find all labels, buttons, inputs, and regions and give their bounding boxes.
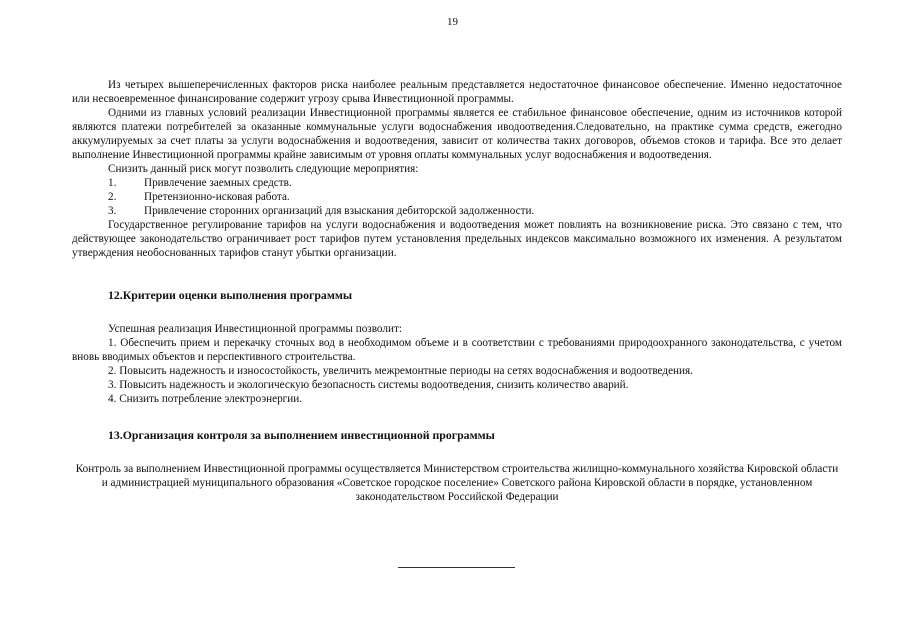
- page-number: 19: [447, 16, 458, 28]
- list-item: [72, 190, 842, 204]
- list-item: [72, 204, 842, 218]
- list-item: [72, 176, 842, 190]
- section-12-title: 12.Критерии оценки выполнения программы: [108, 288, 353, 302]
- list-item-text: Привлечение сторонних организаций для взыскания дебиторской задолженности.: [144, 205, 535, 217]
- list-item-number: 1.: [108, 177, 117, 189]
- risk-paragraph-4: Государственное регулирование тарифов на услуги водоснабжения и водоотведения может повлиять на возникновение риска. Это связано с тем, что действующее законодательство ограничивает рост тарифов путем установления предельных индексов максимально возможного их изменения. А результатом утверждения необоснованных тарифов станут убытки организации.: [72, 219, 842, 259]
- list-item-text: Привлечение заемных средств.: [144, 177, 292, 189]
- risk-paragraph-3: Снизить данный риск могут позволить следующие мероприятия:: [108, 163, 419, 175]
- section-12-item-4: 4. Снизить потребление электроэнергии.: [108, 393, 303, 405]
- section-12-item-1: 1. Обеспечить прием и перекачку сточных вод в необходимом объеме и в соответствии с требованиями природоохранного законодательства, с учетом вновь вводимых объектов и перспективного строительства.: [72, 337, 842, 363]
- list-item-text: Претензионно-исковая работа.: [144, 191, 290, 203]
- section-12-intro: Успешная реализация Инвестиционной программы позволит:: [108, 323, 402, 335]
- list-item-number: 3.: [108, 205, 117, 217]
- section-12-item-2: 2. Повысить надежность и износостойкость, увеличить межремонтные периоды на сетях водоснабжения и водоотведения.: [108, 365, 693, 377]
- measures-list: [72, 176, 842, 218]
- section-12-item-3: 3. Повысить надежность и экологическую безопасность системы водоотведения, снизить количество аварий.: [108, 379, 629, 391]
- list-item-number: 2.: [108, 191, 117, 203]
- footnote-separator: [398, 567, 515, 568]
- section-13-text: Контроль за выполнением Инвестиционной программы осуществляется Министерством строительства жилищно-коммунального хозяйства Кировской области и администрацией муниципального образования «Советское городское поселение» Советского района Кировской области в порядке, установленном законодательством Российской Федерации: [75, 463, 839, 503]
- document-body: [72, 78, 842, 504]
- risk-paragraph-1: Из четырех вышеперечисленных факторов риска наиболее реальным представляется недостаточное финансовое обеспечение. Именно недостаточное или несвоевременное финансирование содержит угрозу срыва Инвестиционной программы.: [72, 79, 842, 105]
- section-13-title: 13.Организация контроля за выполнением инвестиционной программы: [108, 428, 495, 442]
- risk-paragraph-2: Одними из главных условий реализации Инвестиционной программы является ее стабильное финансовое обеспечение, одним из источников которой являются платежи потребителей за оказанные коммунальные услуги водоснабжения иводоотведения.Следовательно, на практике сумма средств, ежегодно аккумулируемых за счет платы за услуги водоснабжения и водоотведения, зависит от количества таких договоров, объемов стоков и тарифа. Все это делает выполнение Инвестиционной программы крайне зависимым от уровня оплаты коммунальных услуг водоснабжения и водоотведения.: [72, 107, 842, 161]
